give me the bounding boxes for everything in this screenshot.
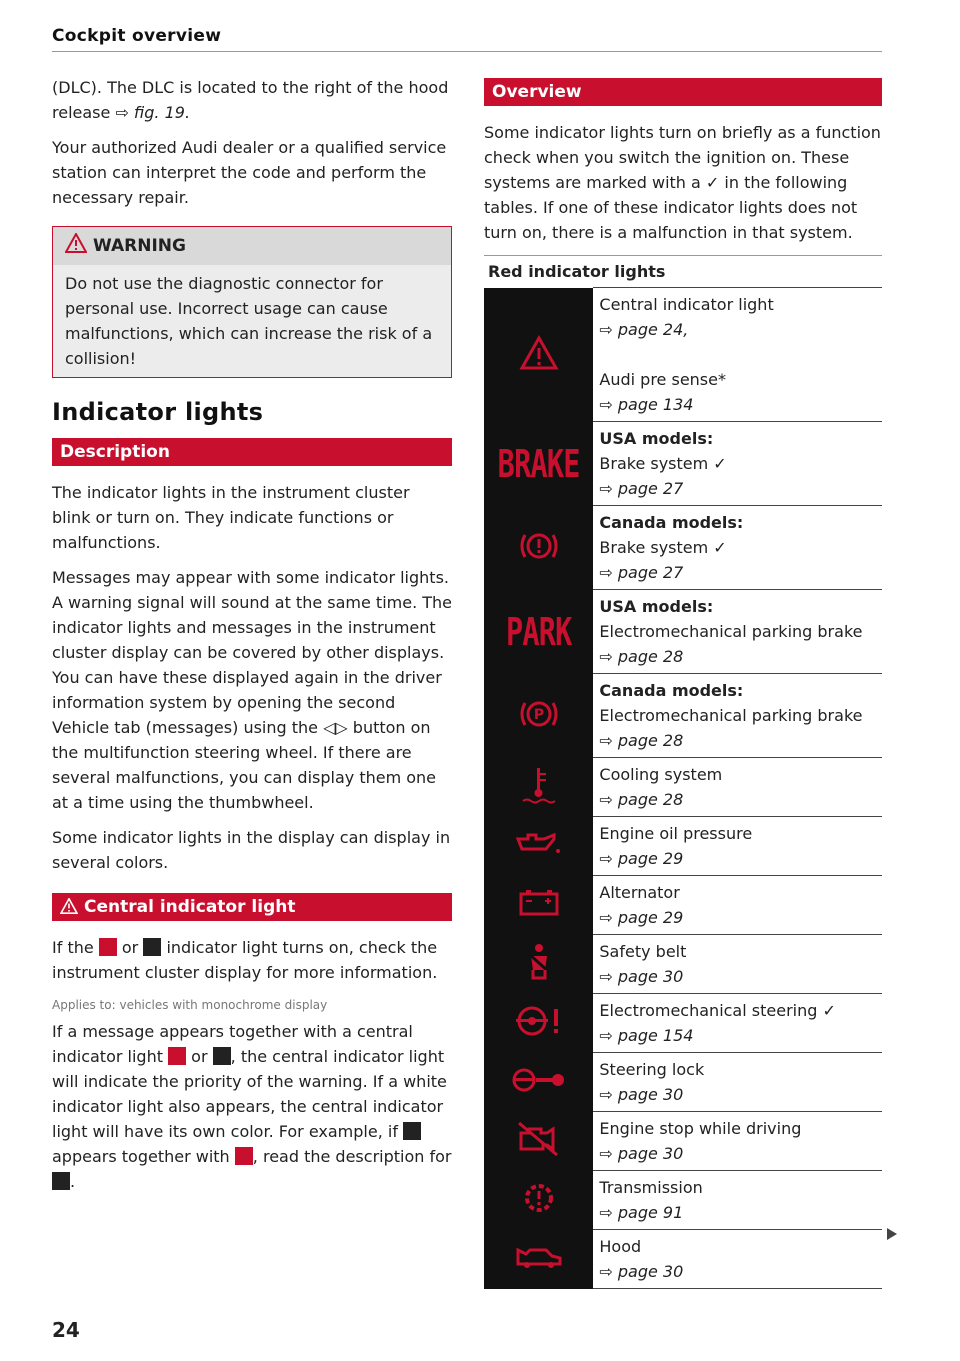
page-reference[interactable]: ⇨ page 29 (599, 908, 684, 927)
section-title: Indicator lights (52, 398, 264, 426)
park-text-icon (484, 590, 593, 674)
row-model-label: USA models: (599, 597, 714, 616)
parking-brake-circle-icon (484, 674, 593, 758)
icon-text: PARK (505, 609, 572, 654)
desc-paragraph-1: The indicator lights in the instrument cluster blink or turn on. They indicate functions or malfunctions. (52, 483, 410, 552)
row-description (593, 1053, 882, 1112)
cil-text: or (191, 1047, 208, 1066)
battery-icon (484, 876, 593, 935)
warning-triangle-icon (60, 898, 78, 914)
dlc-paragraph (52, 75, 452, 125)
warning-triangle-icon (65, 233, 87, 253)
coolant-temperature-icon (484, 758, 593, 817)
row-description (593, 1230, 882, 1289)
row-model-label: USA models: (599, 429, 714, 448)
engine-stop-icon (484, 1112, 593, 1171)
page-number: 24 (52, 1318, 80, 1342)
warning-title: WARNING (93, 236, 186, 256)
oil-can-icon (484, 817, 593, 876)
cil-text: appears together with (52, 1147, 230, 1166)
row-text: Audi pre sense* (599, 370, 726, 389)
cil-paragraph-2 (52, 1019, 452, 1194)
dealer-paragraph: Your authorized Audi dealer or a qualified service station can interpret the code and perform the necessary repair. (52, 138, 447, 207)
row-text: Safety belt (599, 942, 687, 961)
applies-note: Applies to: vehicles with monochrome display (52, 998, 328, 1012)
row-text (599, 342, 876, 367)
dlc-text: (DLC). The DLC is located to the right of the hood release (52, 78, 449, 122)
page-reference[interactable]: ⇨ page 27 (599, 479, 684, 498)
row-text: Alternator (599, 883, 680, 902)
cil-text: , the central indicator light will indicate the priority of the warning. If a white indicator light also appears, the central indicator light will have its own color. For example, if (52, 1047, 447, 1141)
page-reference[interactable]: ⇨ page 30 (599, 1262, 684, 1281)
warning-body: Do not use the diagnostic connector for personal use. Incorrect usage can cause malfunctions, which can increase the risk of a collision! (53, 265, 451, 377)
row-description (593, 935, 882, 994)
page-reference[interactable]: ⇨ page 91 (599, 1203, 684, 1222)
table-row (484, 817, 882, 876)
row-text: Brake system ✓ (599, 538, 727, 557)
table-row (484, 506, 882, 590)
row-description (593, 817, 882, 876)
row-model-label: Canada models: (599, 681, 744, 700)
cil-text: If the (52, 938, 94, 957)
row-text: Central indicator light (599, 295, 774, 314)
page-reference[interactable]: ⇨ page 29 (599, 849, 684, 868)
yellow-indicator-icon (143, 938, 161, 956)
page-reference[interactable]: ⇨ page 154 (599, 1026, 694, 1045)
steering-lock-icon (484, 1053, 593, 1112)
row-text: Transmission (599, 1178, 703, 1197)
page-reference[interactable]: ⇨ page 24, (599, 320, 689, 339)
red-indicator-icon (99, 938, 117, 956)
cil-paragraph-1 (52, 935, 452, 985)
transmission-icon (484, 1171, 593, 1230)
table-row (484, 1171, 882, 1230)
row-text: Cooling system (599, 765, 723, 784)
page-reference[interactable]: ⇨ page 28 (599, 790, 684, 809)
page-header: Cockpit overview (52, 26, 222, 46)
row-text: Hood (599, 1237, 642, 1256)
seatbelt-icon (484, 935, 593, 994)
overview-paragraph: Some indicator lights turn on briefly as a function check when you switch the ignition on. These systems are marked with a ✓ in the following tables. If one of these indicator lights does not turn on, there is a malfunction in that system. (484, 123, 881, 242)
cil-text: . (70, 1172, 76, 1191)
table-row (484, 590, 882, 674)
row-description (593, 590, 882, 674)
table-row (484, 422, 882, 506)
row-description (593, 506, 882, 590)
table-row (484, 1112, 882, 1171)
row-description (593, 1171, 882, 1230)
red-indicator-icon (235, 1147, 253, 1165)
row-description (593, 288, 882, 422)
white-indicator-icon (403, 1122, 421, 1140)
cil-text: If a message appears together with a central indicator light (52, 1022, 413, 1066)
table-row (484, 288, 882, 422)
yellow-indicator-icon (213, 1047, 231, 1065)
warning-box (52, 226, 452, 378)
row-description (593, 422, 882, 506)
table-row (484, 994, 882, 1053)
row-text: Electromechanical parking brake (599, 706, 863, 725)
page-reference[interactable]: ⇨ page 30 (599, 1144, 684, 1163)
brake-text-icon (484, 422, 593, 506)
hood-icon (484, 1230, 593, 1289)
white-indicator-icon (52, 1172, 70, 1190)
row-text: Steering lock (599, 1060, 705, 1079)
description-bar: Description (52, 438, 452, 466)
page-reference[interactable]: ⇨ page 30 (599, 967, 684, 986)
page-reference[interactable]: ⇨ page 134 (599, 395, 694, 414)
table-row (484, 876, 882, 935)
indicator-table (484, 287, 882, 1289)
cil-text: indicator light turns on, check the instrument cluster display for more information. (52, 938, 438, 982)
table-row (484, 935, 882, 994)
table-row (484, 1230, 882, 1289)
desc-paragraph-3: Some indicator lights in the display can display in several colors. (52, 828, 451, 872)
table-row (484, 674, 882, 758)
row-description (593, 876, 882, 935)
right-column (484, 78, 882, 1289)
warning-header (53, 227, 451, 265)
page-reference[interactable]: ⇨ page 30 (599, 1085, 684, 1104)
left-column (52, 75, 452, 1204)
cil-text: or (121, 938, 139, 957)
steering-warning-icon (484, 994, 593, 1053)
red-indicator-icon (168, 1047, 186, 1065)
svg-text:P: P (533, 706, 544, 723)
table-title: Red indicator lights (484, 255, 882, 287)
central-indicator-title: Central indicator light (84, 897, 296, 917)
fig-reference[interactable]: ⇨ fig. 19. (115, 103, 191, 122)
row-text: Electromechanical parking brake (599, 622, 863, 641)
row-text: Engine stop while driving (599, 1119, 802, 1138)
header-rule (52, 51, 882, 52)
desc-paragraph-2: Messages may appear with some indicator lights. A warning signal will sound at the same time. The indicator lights and messages in the instrument cluster display can be covered by other displays. You can have these displayed again in the driver information system by opening the second Vehicle tab (messages) using the ◁▷ button on the multifunction steering wheel. If there are several malfunctions, you can display them one at a time using the thumbwheel. (52, 568, 452, 812)
row-description (593, 994, 882, 1053)
icon-text: BRAKE (497, 441, 580, 486)
row-model-label: Canada models: (599, 513, 744, 532)
warning-triangle-icon (484, 288, 593, 422)
overview-bar: Overview (484, 78, 882, 106)
row-text: Electromechanical steering ✓ (599, 1001, 836, 1020)
row-text: Brake system ✓ (599, 454, 727, 473)
page-reference[interactable]: ⇨ page 28 (599, 731, 684, 750)
row-description (593, 758, 882, 817)
row-text: Engine oil pressure (599, 824, 753, 843)
central-indicator-bar (52, 893, 452, 921)
row-description (593, 674, 882, 758)
row-description (593, 1112, 882, 1171)
page-reference[interactable]: ⇨ page 27 (599, 563, 684, 582)
brake-circle-icon (484, 506, 593, 590)
table-row (484, 758, 882, 817)
cil-text: , read the description for (252, 1147, 452, 1166)
page-reference[interactable]: ⇨ page 28 (599, 647, 684, 666)
table-row (484, 1053, 882, 1112)
next-page-arrow-icon[interactable] (887, 1228, 897, 1240)
